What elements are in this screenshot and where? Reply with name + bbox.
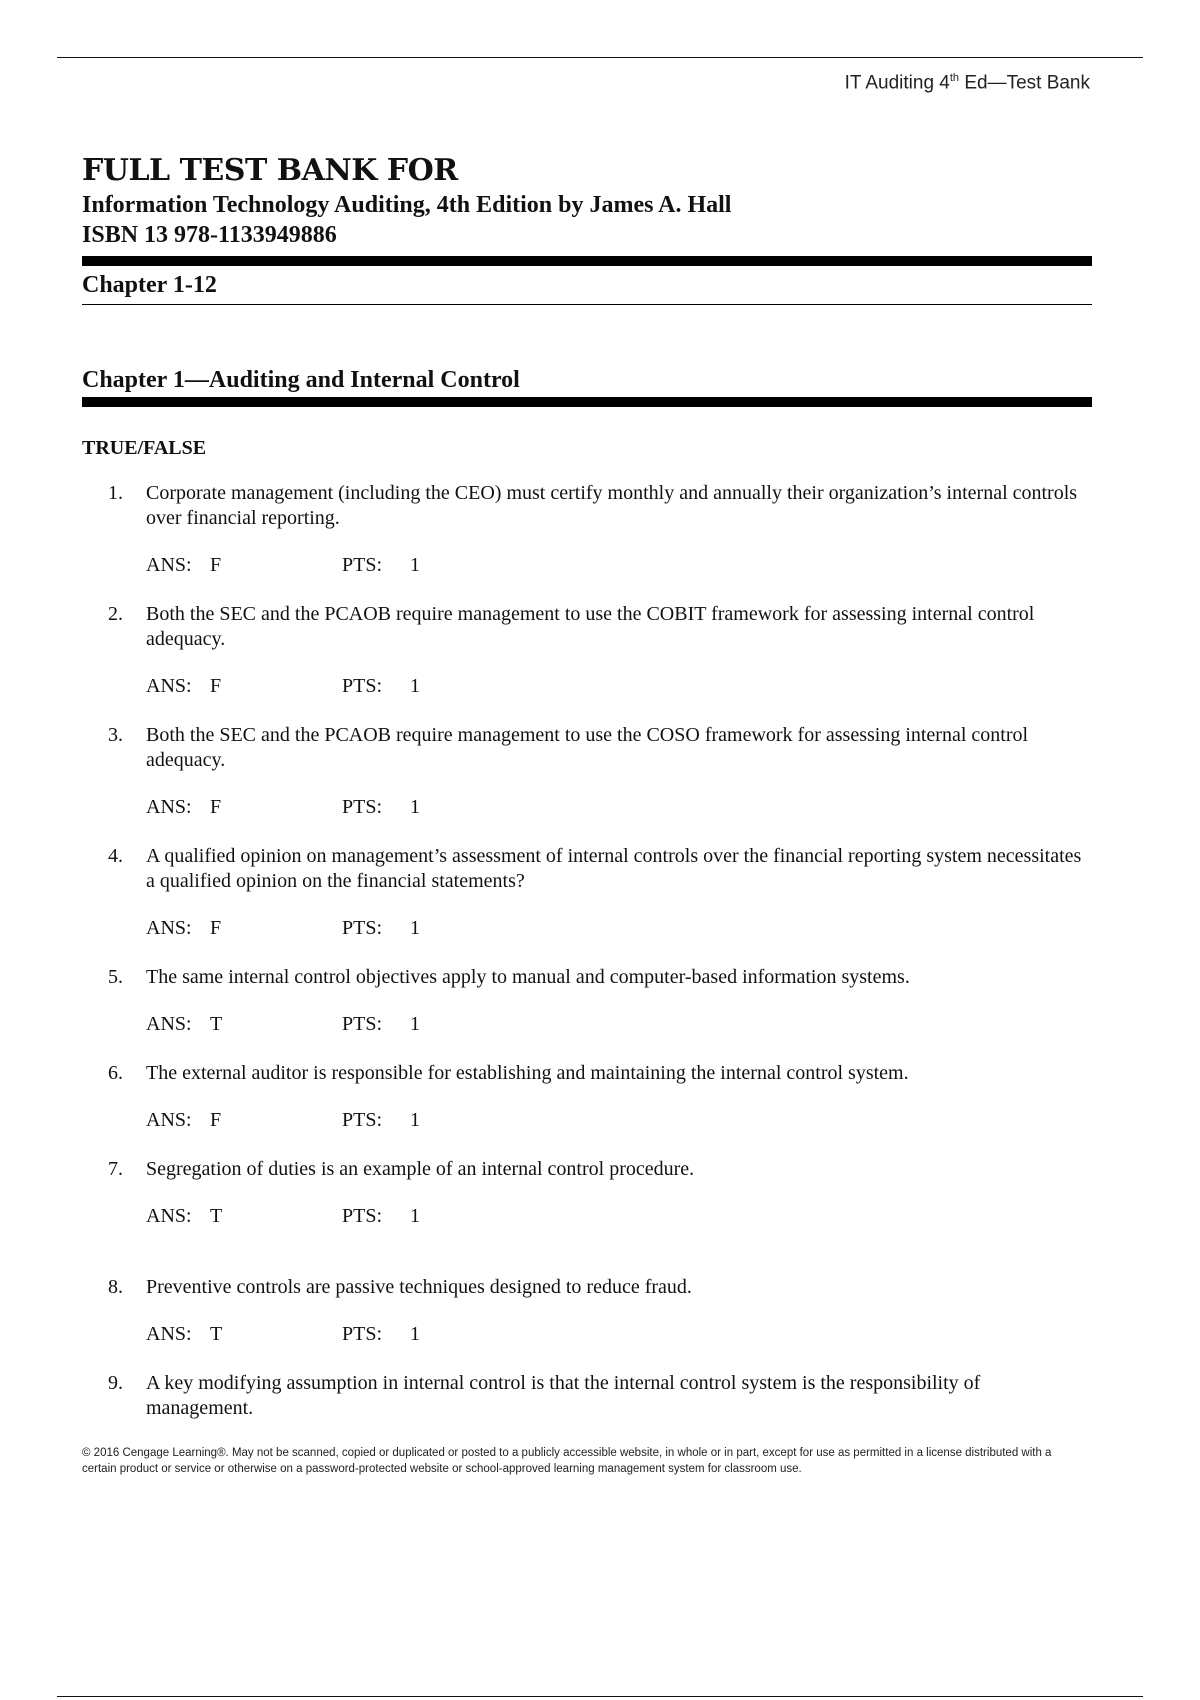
question-item [82,1275,1092,1347]
chapter-thick-rule [82,397,1092,407]
answer-line [146,1012,1092,1037]
points-label: PTS: [342,796,383,818]
points-label: PTS: [342,917,383,939]
question-text: A key modifying assumption in internal control is that the internal control system is the responsibility of management. [146,1372,981,1419]
points-label: PTS: [342,1013,383,1035]
question-number: 8. [108,1276,123,1298]
section-label: TRUE/FALSE [82,437,207,459]
answer-line [146,795,1092,820]
book-title: Information Technology Auditing, 4th Edition by James A. Hall [82,192,732,218]
answer-line [146,1108,1092,1133]
question-item [82,1371,1092,1421]
question-text: Preventive controls are passive techniques designed to reduce fraud. [146,1276,692,1298]
question-text: The same internal control objectives apply to manual and computer-based information systems. [146,966,910,988]
answer-label: ANS: [146,1013,192,1035]
question-text: A qualified opinion on management’s assessment of internal controls over the financial reporting system necessitates a qualified opinion on the financial statements? [146,845,1082,892]
question-number: 1. [108,482,123,504]
question-number: 6. [108,1062,123,1084]
points-value: 1 [410,675,420,697]
answer-value: F [210,917,222,939]
points-value: 1 [410,1205,420,1227]
answer-value: T [210,1323,223,1345]
answer-label: ANS: [146,1323,192,1345]
question-number: 7. [108,1158,123,1180]
answer-value: F [210,796,222,818]
answer-value: F [210,675,222,697]
title-thick-rule [82,256,1092,266]
question-number: 9. [108,1372,123,1394]
points-value: 1 [410,1323,420,1345]
answer-label: ANS: [146,796,192,818]
points-value: 1 [410,554,420,576]
question-item [82,481,1092,578]
question-item [82,965,1092,1037]
answer-line [146,1204,1092,1229]
copyright-notice: © 2016 Cengage Learning®. May not be scanned, copied or duplicated or posted to a publicly accessible website, in whole or in part, except for use as permitted in a license distributed with a certain product or service or otherwise on a password-protected website or school-approved learning management system for classroom use. [82,1447,1052,1475]
question-number: 2. [108,603,123,625]
answer-line [146,674,1092,699]
question-item [82,723,1092,820]
question-number: 4. [108,845,123,867]
answer-label: ANS: [146,675,192,697]
question-number: 3. [108,724,123,746]
chapters-range: Chapter 1-12 [82,272,217,298]
answer-label: ANS: [146,1205,192,1227]
top-page-rule [57,57,1143,58]
answer-label: ANS: [146,554,192,576]
bank-title: FULL TEST BANK FOR [82,153,458,188]
points-value: 1 [410,1013,420,1035]
answer-value: T [210,1013,223,1035]
question-item [82,602,1092,699]
question-item [82,1157,1092,1229]
points-value: 1 [410,1109,420,1131]
answer-value: T [210,1205,223,1227]
question-text: Corporate management (including the CEO) must certify monthly and annually their organization’s internal controls over financial reporting. [146,482,1078,529]
answer-label: ANS: [146,917,192,939]
bottom-page-rule [57,1696,1143,1697]
title-thin-rule [82,304,1092,305]
points-value: 1 [410,917,420,939]
chapter-heading: Chapter 1—Auditing and Internal Control [82,367,520,393]
question-item [82,1061,1092,1133]
answer-line [146,553,1092,578]
isbn: ISBN 13 978-1133949886 [82,222,337,248]
question-list [82,481,1092,1421]
answer-value: F [210,1109,222,1131]
question-text: Segregation of duties is an example of an internal control procedure. [146,1158,695,1180]
points-label: PTS: [342,554,383,576]
question-text: Both the SEC and the PCAOB require management to use the COBIT framework for assessing internal control adequacy. [146,603,1035,650]
running-header: IT Auditing 4th Ed—Test Bank [844,72,1090,94]
question-text: Both the SEC and the PCAOB require management to use the COSO framework for assessing internal control adequacy. [146,724,1029,771]
question-item [82,844,1092,941]
points-label: PTS: [342,1205,383,1227]
question-number: 5. [108,966,123,988]
points-label: PTS: [342,1109,383,1131]
points-label: PTS: [342,1323,383,1345]
answer-line [146,1322,1092,1347]
answer-value: F [210,554,222,576]
page-content [82,152,1092,1477]
points-value: 1 [410,796,420,818]
points-label: PTS: [342,675,383,697]
question-text: The external auditor is responsible for establishing and maintaining the internal control system. [146,1062,909,1084]
answer-label: ANS: [146,1109,192,1131]
answer-line [146,916,1092,941]
